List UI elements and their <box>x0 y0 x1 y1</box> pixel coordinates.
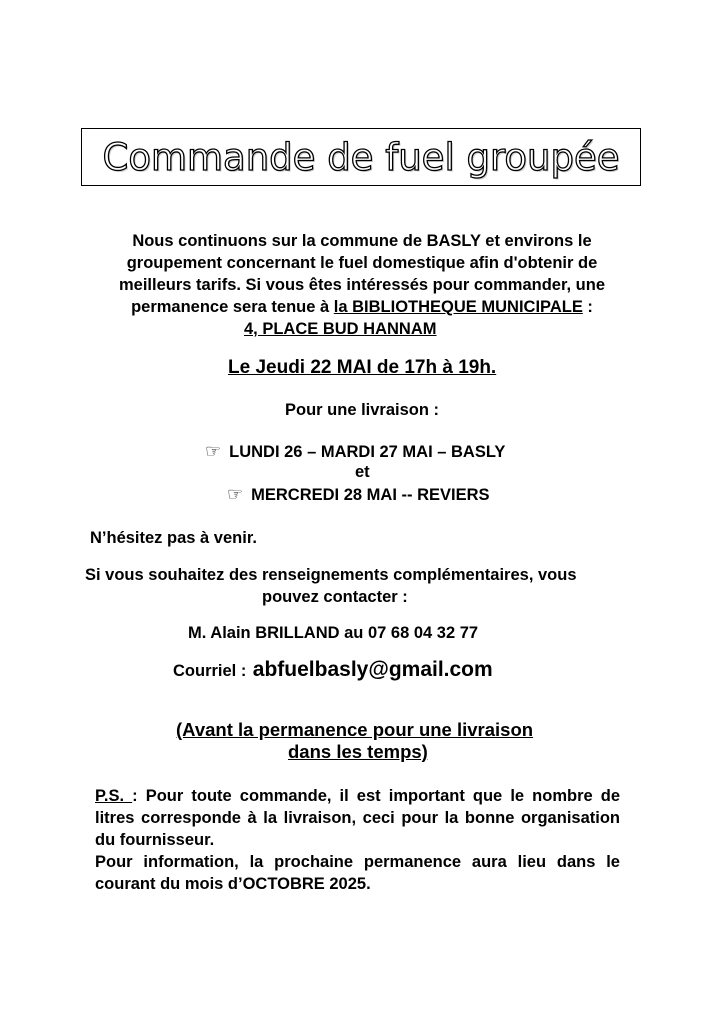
intro-line-1: Nous continuons sur la commune de BASLY et environs le <box>132 232 592 250</box>
note-line-2: dans les temps) <box>288 741 428 762</box>
delivery-item-1 <box>205 441 505 462</box>
contact-line-1: Si vous souhaitez des renseignements complémentaires, vous <box>85 566 577 584</box>
ps-line-4: Pour information, la prochaine permanence aura lieu dans le <box>95 853 620 871</box>
pointing-hand-icon: ☞ <box>205 441 222 462</box>
delivery-item-2 <box>227 484 490 505</box>
delivery-intro: Pour une livraison : <box>285 401 440 419</box>
intro-line-2: groupement concernant le fuel domestique afin d'obtenir de <box>126 254 598 272</box>
email-label: Courriel : <box>173 662 247 680</box>
delivery-connector: et <box>355 463 370 481</box>
meeting-address: 4, PLACE BUD HANNAM <box>244 320 437 338</box>
title-box <box>81 128 641 186</box>
ps-line-2: litres corresponde à la livraison, ceci pour la bonne organisation <box>95 809 620 827</box>
ps-label: P.S. <box>95 787 133 805</box>
note-line-1: (Avant la permanence pour une livraison <box>176 719 534 740</box>
contact-line-2: pouvez contacter : <box>262 588 408 606</box>
meeting-date: Le Jeudi 22 MAI de 17h à 19h. <box>228 357 497 378</box>
ps-line-3: du fournisseur. <box>95 831 215 849</box>
meeting-location: la BIBLIOTHEQUE MUNICIPALE <box>333 298 583 316</box>
delivery-item-2-text: MERCREDI 28 MAI -- REVIERS <box>251 486 490 504</box>
intro-line-4-suffix: : <box>587 298 593 316</box>
ps-line-1 <box>95 786 620 808</box>
ps-line-1-text: : Pour toute commande, il est important que le nombre de <box>132 787 621 805</box>
delivery-item-1-text: LUNDI 26 – MARDI 27 MAI – BASLY <box>229 443 506 461</box>
intro-line-4 <box>0 298 724 317</box>
intro-line-3: meilleurs tarifs. Si vous êtes intéressés pour commander, une <box>118 276 606 294</box>
ps-line-5: courant du mois d’OCTOBRE 2025. <box>95 875 371 893</box>
intro-line-4-prefix: permanence sera tenue à <box>131 298 330 316</box>
email-row <box>173 658 493 682</box>
pointing-hand-icon: ☞ <box>227 484 244 505</box>
contact-person: M. Alain BRILLAND au 07 68 04 32 77 <box>188 624 479 642</box>
page-title: Commande de fuel groupée <box>102 135 620 179</box>
email-link[interactable]: abfuelbasly@gmail.com <box>252 658 493 681</box>
invite-text: N’hésitez pas à venir. <box>90 529 257 547</box>
